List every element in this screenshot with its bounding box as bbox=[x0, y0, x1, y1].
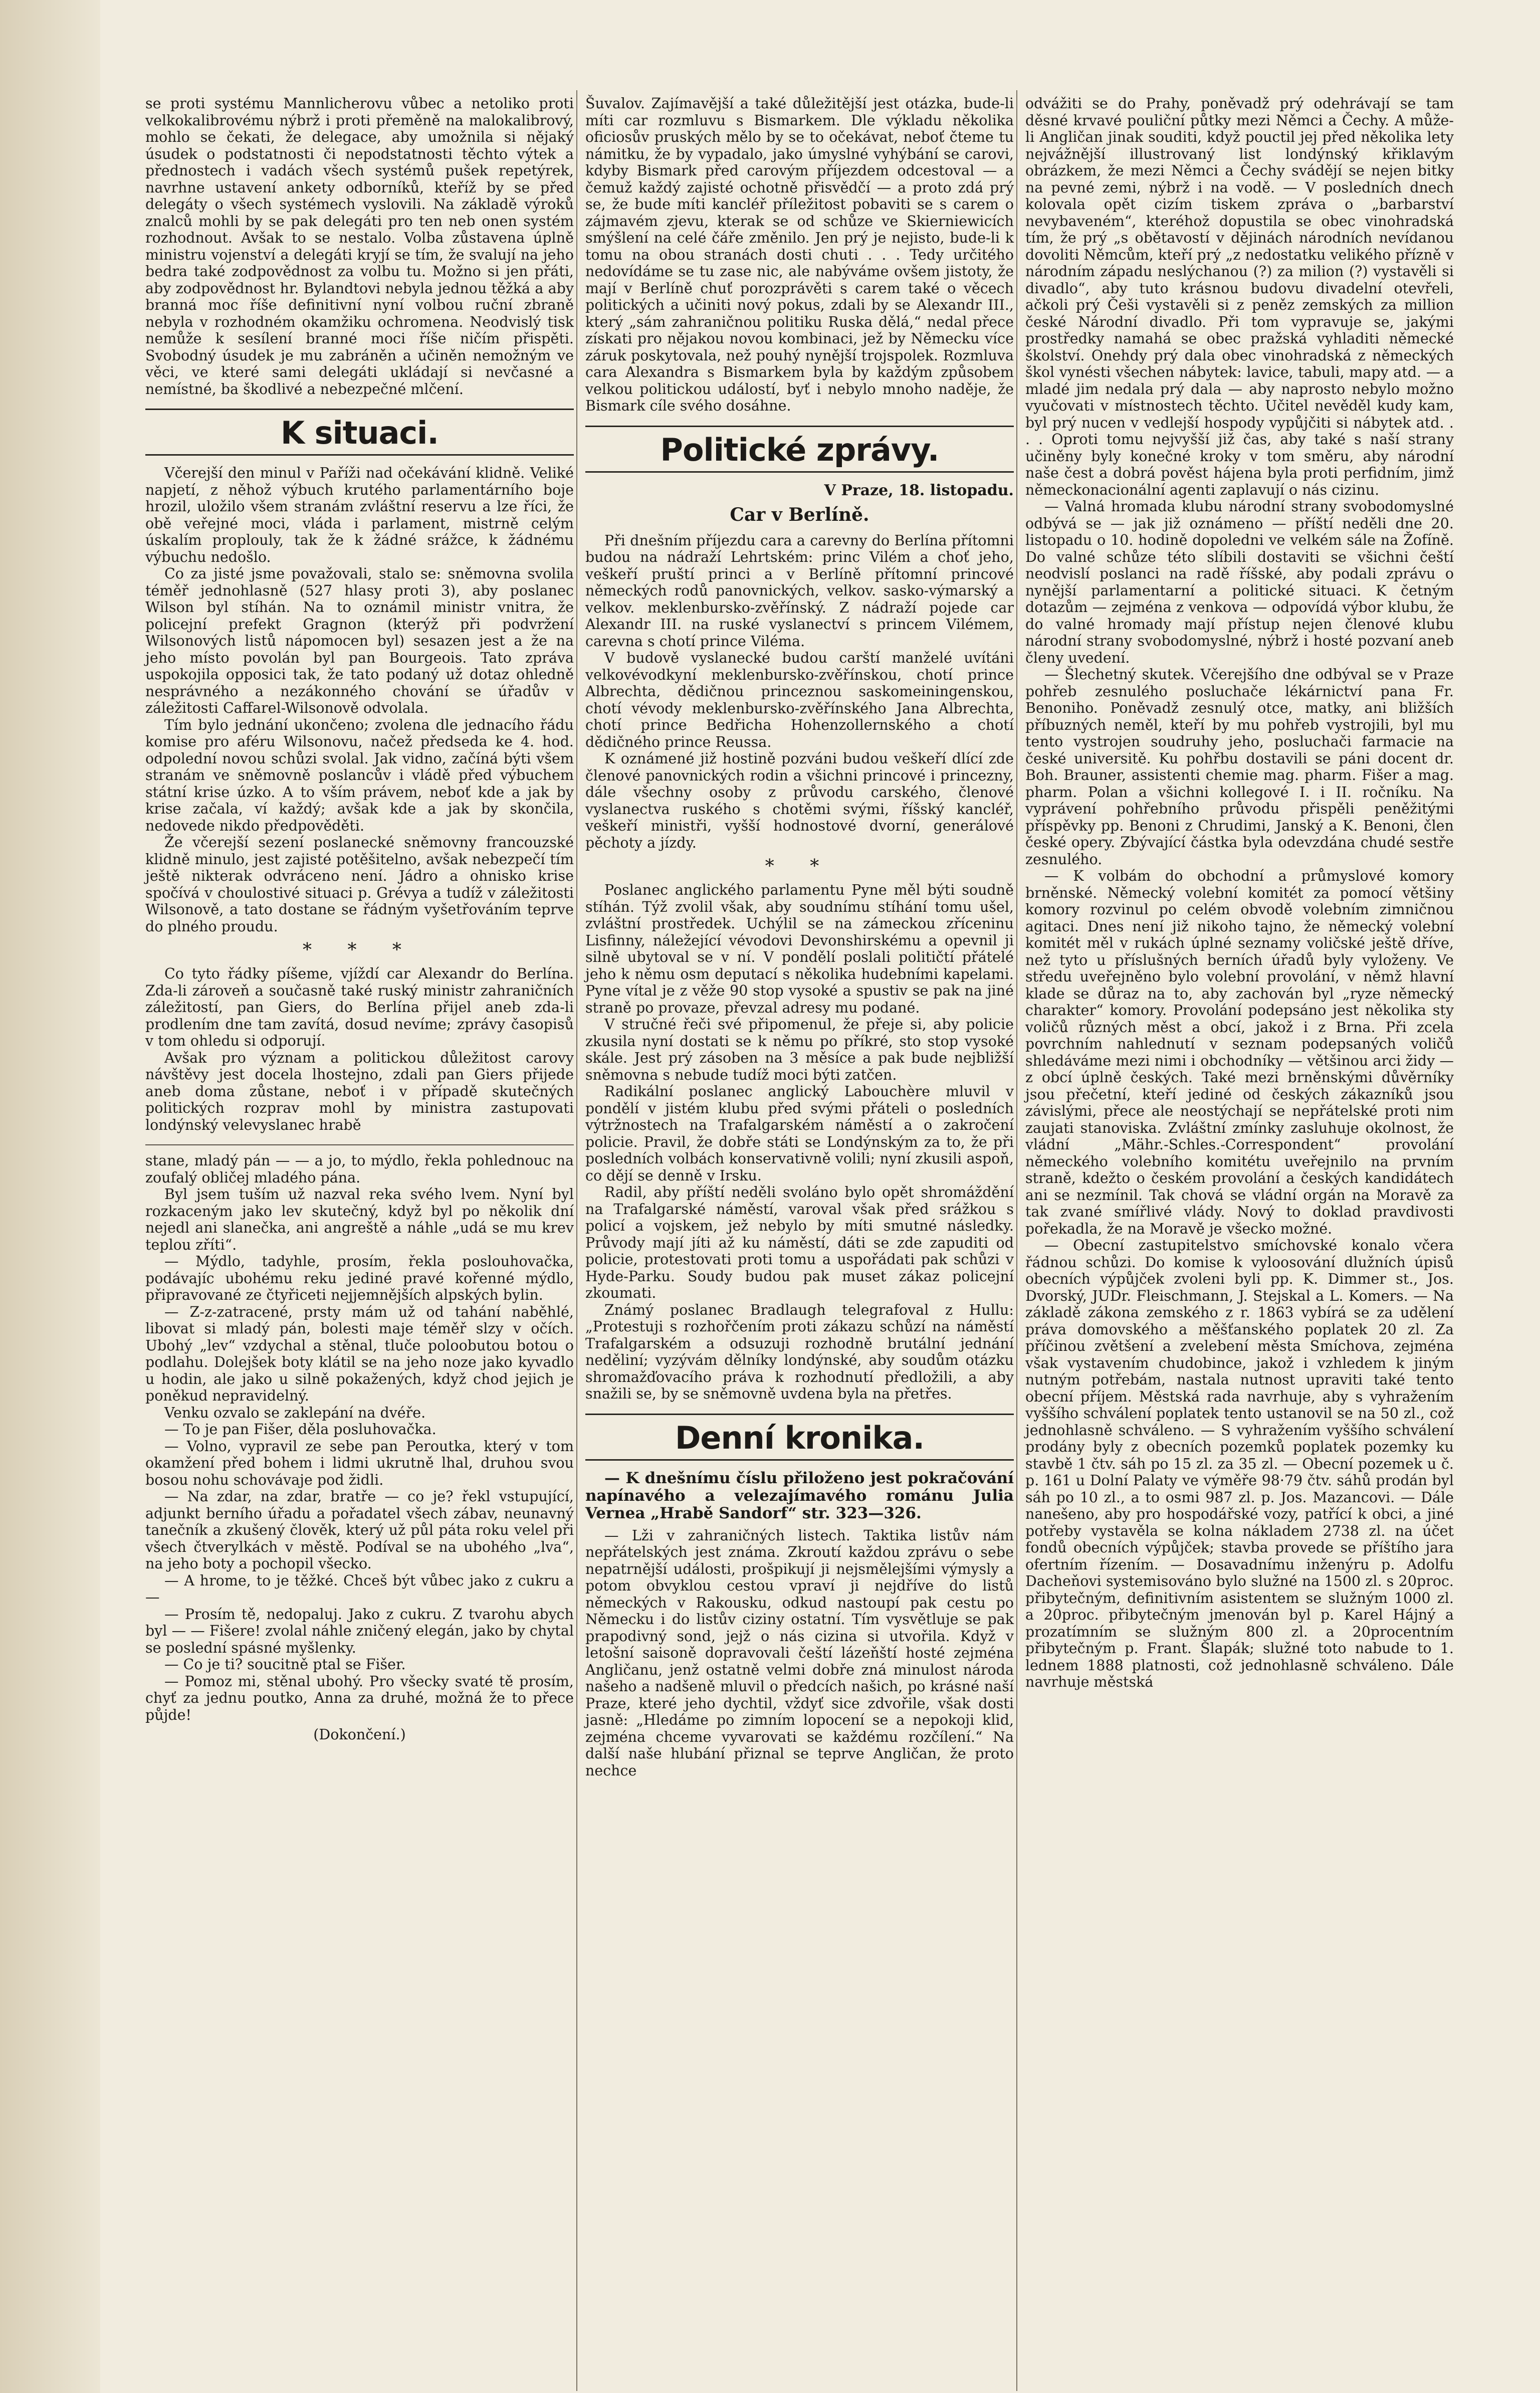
news-item: — Šlechetný skutek. Včerejšího dne odbýval se v Praze pohřeb zesnulého posluchače lékárnictví pana Fr. Benoniho. Poněvadž zesnulý otce, matky, ani bližších příbuzných neměl, kteří by mu pohřeb vystrojili, byl mu tento vystrojen soudruhy jeho, posluchači farmacie na české universitě. Ku pohřbu dostavili se páni docent dr. Boh. Brauner, assistenti chemie mag. pharm. Fišer a mag. pharm. Polan a všichni kollegové I. i II. ročníku. Na vyprávení pohřebního průvodu přispěli peněžitými příspěvky pp. Benoni z Chrudimi, Janský a K. Benoni, člen české opery. Zbývající částka byla odevzdána chudé sestře zesnulého. bbox=[1025, 666, 1454, 868]
feuilleton-paragraph: — Volno, vypravil ze sebe pan Peroutka, který v tom okamžení před bohem i lidmi ukrutně lhal, druhou svou bosou nohu schovávaje pod židli. bbox=[145, 1438, 574, 1488]
feuilleton-paragraph: stane, mladý pán — — a jo, to mýdlo, řekla pohlednouc na zoufalý obličej mladého pána. bbox=[145, 1152, 574, 1186]
article-paragraph: Co tyto řádky píšeme, vjíždí car Alexandr do Berlína. Zda-li zároveň a současně také ruský ministr zahraničních záležitostí, pan Giers, do Berlína přijel aneb zda-li prodlením dne tam zavítá, dosud nevíme; zprávy časopisů v tom ohledu si odporují. bbox=[145, 965, 574, 1049]
article-paragraph: Radil, aby příští neděli svoláno bylo opět shromáždění na Trafalgarské náměstí, varoval však před srážkou s policí a vojskem, jež nebylo by míti smutné následky. Průvody mají jíti až ku náměstí, dáti se zde zapuditi od policie, protestovati proti tomu a uspořádati pak schůzi v Hyde-Parku. Soudy budou pak muset zákaz policejní zkoumati. bbox=[585, 1184, 1014, 1301]
article-paragraph: — Lži v zahraničných listech. Taktika listův nám nepřátelských jest známa. Zkroutí každou zprávu o sebe nepatrnější události, prošpikují ji nejsmělejšími výmysly a potom obvyklou cestou vpraví ji nejdříve do listů německých v Rakousku, odkud nastoupí pak cestu po Německu i do listův ciziny ostatní. Tím vysvětluje se pak prapodivný sond, jejž o nás cizina si utvořila. Když v letošní saisoně dopravovali čeští lázeňští hosté zejména Angličanu, jenž ostatně velmi dobře zná minulost národa našeho a nadšeně mluvil o předcích našich, po krásné naší Praze, které jeho dychtil, vždyť sice zdvořile, však dosti jasně: „Hledáme po zimním lopocení se a nepokoji klid, zejména chceme vyvarovati se každému rozčílení.“ Na další naše hlubání přiznal se teprve Angličan, že proto nechce bbox=[585, 1527, 1014, 1779]
article-continuation: Šuvalov. Zajímavější a také důležitější jest otázka, bude-li míti car rozmluvu s Bismarkem. Dle výkladu několika oficiosův pruských mělo by se to očekávat, neboť čteme tu námitku, že by vypadalo, jako úmyslné vyhýbání se carovi, kdyby Bismark před carovým příjezdem odcestoval — a čemuž každý zajisté ochotně přisvědčí — a proto zdá prý se, že bude míti kancléř příležitost pobaviti se s carem o zájmavém zjevu, kterak se od schůze ve Skierniewicích smýšlení na celé čáře změnilo. Jen prý je nejisto, bude-li k tomu na obou stranách dosti chuti . . . Tedy určitého nedovídáme se tu zase nic, ale nabýváme ovšem jistoty, že mají v Berlíně chuť porozprávěti s carem také o věcech politických a učiniti nový pokus, zdali by se Alexandr III., který „sám zahraničnou politiku Ruska dělá,“ nedal přece získati pro nějakou novou kombinaci, jež by Německu více záruk poskytovala, než pouhý nynější trojspolek. Rozmluva cara Alexandra s Bismarkem byla by každým způsobem velkou politickou událostí, byť i nebylo mnoho naděje, že Bismark cíle svého dosáhne. bbox=[585, 95, 1014, 414]
article-paragraph: K oznámené již hostině pozváni budou veškeří dlící zde členové panovnických rodin a všichni princové i princezny, dále všechny osoby z průvodu carského, členové vyslanectva ruského s chotěmi svými, říšský kancléř, veškeří ministři, vyšší hodnostové dvorní, generálové pěchoty a jízdy. bbox=[585, 750, 1014, 851]
feuilleton-paragraph: — Z-z-zatracené, prsty mám už od tahání naběhlé, libovat si mladý pán, bolesti maje téměř slzy v očích. Ubohý „lev“ vzdychal a stěnal, tluče poloobutou botou o podlahu. Dolejšek boty klátil se na jeho noze jako kyvadlo u hodin, ale jako u silně pokažených, když chod jejich je poněkud nepravidelný. bbox=[145, 1303, 574, 1404]
article-paragraph: V budově vyslanecké budou carští manželé uvítáni velkovévodkyní meklenbursko-zvěřínskou, chotí prince Albrechta, dědičnou princeznou saskomeiningenskou, chotí vévody meklenbursko-zvěřínského Jana Albrechta, chotí prince Bedřicha Hohenzollernského a chotí dědičného prince Reussa. bbox=[585, 650, 1014, 750]
article-paragraph: Známý poslanec Bradlaugh telegrafoval z Hullu: „Protestuji s rozhořčením proti zákazu schůzí na náměstí Trafalgarském a odsuzuji rozhodně brutální jednání neděliní; vyzývám dělníky londýnské, aby soudům otázku shromažďovacího práva k rozhodnutí předložili, a aby snažili se, by se sněmovně uvdena byla na přetřes. bbox=[585, 1301, 1014, 1402]
article-paragraph: Tím bylo jednání ukončeno; zvolena dle jednacího řádu komise pro aféru Wilsonovu, načež předseda ke 4. hod. odpolední novou schůzi svolal. Jak vidno, začíná býti všem stranám ve sněmovně poslancův i vládě před výbuchem státní krise úzko. A to vším právem, neboť kde a jak by krise začala, ví každý; avšak kde a jak by skončila, nedovede nikdo předpověděti. bbox=[145, 716, 574, 834]
feuilleton-paragraph: — Na zdar, na zdar, bratře — co je? řekl vstupující, adjunkt berního úřadu a pořadatel všech zábav, neunavný tanečník a zkušený člověk, který už půl páta roku velel při všech čtverylkách v městě. Podíval se na ubohého „lva“, na jeho boty a pochopil všecko. bbox=[145, 1488, 574, 1572]
feuilleton-paragraph: — To je pan Fišer, děla posluhovačka. bbox=[164, 1421, 436, 1438]
column-2 bbox=[585, 95, 1014, 1779]
news-item: — Obecní zastupitelstvo smíchovské konalo včera řádnou schůzi. Do komise k vyloosování dlužních úpisů obecních výpůjček zvoleni byli pp. K. Dimmer st., Jos. Dvorský, JUDr. Fleischmann, J. Stejskal a L. Komers. — Na základě zákona zemského z r. 1863 vybírá se za udělení práva domovského a měšťanského poplatek 20 zl. Za příčinou zvětšení a zvelebení města Smíchova, zejména však vystavením chudobince, jakož i vzhledem k jiným nutným potřebám, nastala nutnost upraviti také tento obecní příjem. Městská rada navrhuje, aby s vyhražením vyššího schválení poplatek tento ustanovil se na 50 zl., což jednohlasně schváleno. — S vyhražením vyššího schválení prodány byly z obecních pozemků poplatek pozemky ku stavbě 1 čtv. sáh po 15 zl. za 35 zl. — Obecní pozemek u č. p. 161 u Dolní Palaty ve výměře 98·79 čtv. sáhů prodán byl sáh po 10 zl., a to osmi 987 zl. p. Jos. Mazancovi. — Dále nanešeno, aby pro hospodářské vozy, patřící k obci, a jiné potřeby vystavěla se kolna nákladem 2738 zl. na účet fondů obecních výpůjček; stavba provede se příštího jara ofertním řízením. — Dosavadnímu inženýru p. Adolfu Dacheňovi systemisováno bylo služné na 1500 zl. s 20proc. přibytečným, definitivním asistentem se služným 1000 zl. a 20proc. přibytečným jmenován byl p. Karel Hájný a prozatímním se služným 800 zl. a 20procentním přibytečným p. Frant. Šlapák; služné toto nabude to 1. lednem 1888 platnosti, což jednohlasně schváleno. Dále navrhuje městská bbox=[1025, 1237, 1454, 1690]
feuilleton-divider bbox=[145, 1144, 574, 1145]
feuilleton-paragraph: — Mýdlo, tadyhle, prosím, řekla poslouhovačka, podávajíc ubohému reku jediné pravé kořenné mýdlo, připravované ze čtyřiceti nejjemnějších alpských bylin. bbox=[145, 1253, 574, 1303]
feuilleton-paragraph: — Prosím tě, nedopaluj. Jako z cukru. Z tvarohu abych byl — — Fišere! zvolal náhle zničený elegán, jako by chytal se poslední spásné myšlenky. bbox=[145, 1606, 574, 1656]
news-item: — K volbám do obchodní a průmyslové komory brněnské. Německý volební komitét za pomocí většiny komory rozvinul po celém obvodě volebním zimničnou agitaci. Dnes není již nikoho tajno, že německý volební komitét měl v rukách úplné seznamy voličské ještě dříve, než tyto u příslušných berních úřadů byly vyloženy. Ve středu uveřejněno bylo volební provolání, v němž hlavní klade se důraz na to, aby zachován byl „ryze německý charakter“ komory. Provolání podepsáno jest několika sty voličů různých měst a obcí, jakož i z Brna. Při zcela povrchním nahlednutí v seznam podepsaných voličů shledáváme mezi nimi i obchodníky — většinou arci židy — z obcí úplně českých. Také mezi brněnskými důvěrníky jsou přečetní, kteří jediné od českých zákazníků jsou závislými, přece ale neostýchají se nepřátelské proti nim zaujati stanoviska. Zvláštní zmínky zasluhuje okolnost, že vládní „Mähr.-Schles.-Correspondent“ provolání německého volebního komitétu uveřejnilo na prvním straně, kdežto o českém provolání a českých kandidátech ani se nezmínil. Tak chová se vládní orgán na Moravě za tak zvané smířlivé vlády. Nový to doklad pravdivosti pořekadla, že na Moravě je všecko možné. bbox=[1025, 868, 1454, 1237]
article-paragraph: Včerejší den minul v Paříži nad očekávání klidně. Veliké napjetí, z něhož výbuch krutého parlamentárního boje hrozil, uložilo všem stranám zvláštní reservu a lze říci, že obě veřejné moci, vláda i parlament, mistrně celým úskalím proplouly, tak že k žádné srážce, k žádnému výbuchu nedošlo. bbox=[145, 465, 574, 565]
dateline: V Praze, 18. listopadu. bbox=[824, 481, 1014, 499]
section-heading-politicke bbox=[585, 426, 1014, 473]
article-paragraph: Avšak pro význam a politickou důležitost carovy návštěvy jest docela lhostejno, zdali pan Giers přijede aneb doma zůstane, neboť i v případě skutečných politických rozprav mohl by ministra zastupovati londýnský velevyslanec hrabě bbox=[145, 1049, 574, 1133]
column-1 bbox=[145, 95, 574, 1743]
news-item: — Valná hromada klubu národní strany svobodomyslné odbývá se — jak již oznámeno — příští neděli dne 20. listopadu o 10. hodině dopoledni ve velkém sále na Žofíně. Do valné schůze této slíbili dostaviti se všichni čeští neodvislí poslanci na radě říšské, aby podali zprávu o nynější parlamentarní a politické situaci. K četným dotazům — zejména z venkova — odpovídá výbor klubu, že do valné hromady mají přístup nejen členové klubu národní strany svobodomyslné, nýbrž i hosté pozvaní aneb členy uvedení. bbox=[1025, 498, 1454, 666]
section-title: Politické zprávy. bbox=[660, 431, 939, 468]
page-edge bbox=[0, 0, 100, 2393]
feuilleton-paragraph: — A hrome, to je těžké. Chceš být vůbec jako z cukru a — bbox=[145, 1572, 574, 1606]
article-paragraph: V stručné řeči své připomenul, že přeje si, aby policie zkusila nyní dostati se k němu po příkré, sto stop vysoké skále. Jest prý zásoben na 3 měsíce a pak bude nejbližší sněmovna s nebude tudíž moci býti zatčen. bbox=[585, 1016, 1014, 1083]
section-heading-situace bbox=[145, 409, 574, 456]
section-title: Denní kronika. bbox=[675, 1419, 925, 1456]
article-continuation: odvážiti se do Prahy, poněvadž prý odehrávají se tam děsné krvavé pouliční půtky mezi Němci a Čechy. A může-li Angličan jinak souditi, když pouctil jej před několika lety nejvážnější illustrovaný list londýnský křiklavým obrázkem, že mezi Němci a Čechy svádějí se nejen bitky na pevné zemi, nýbrž i na vodě. — V posledních dnech kolovala opět cizím tiskem zpráva o „barbarství nevybaveném“, kteréhož dopustila se obec vinohradská tím, že prý „s obětavostí v dějinách národních nevídanou dovoliti Němcům, kteří prý „z nedostatku velikého přízně v národním západu neslýchanou (?) za milion (?) vystavěli si divadlo“, aby tuto krásnou budovu divadelní otevřeli, ačkoli prý Češi vystavěli si z peněz zemských za million české Národní divadlo. Při tom vypravuje se, jakými prostředky namahá se obec pražská vyhladiti německé školství. Onehdy prý dala obec vinohradská z německých škol vynésti všechen nábytek: lavice, tabuli, mapy atd. — a mladé jim nedala prý dala — aby naprosto nebylo možno vyučovati v místnostech těchto. Učitel nevěděl kudy kam, byl prý nucen v vedlejší hospody vypůjčiti si nábytek atd. . . . Oproti tomu nejvyšší již čas, aby také s naší strany učiněny byly konečné kroky v tom směru, aby národní naše čest a dobrá pověst hájena byla proti perfidním, jimž německonacionální agenti zaplavují o nás cizinu. bbox=[1025, 95, 1454, 498]
feuilleton-paragraph: — Pomoz mi, stěnal ubohý. Pro všecky svaté tě prosím, chyť za jednu poutko, Anna za druhé, možná že to přece půjde! bbox=[145, 1673, 574, 1723]
section-separator-stars: * * * bbox=[303, 940, 416, 960]
column-rule-2 bbox=[1016, 90, 1017, 2391]
supplement-notice: — K dnešnímu číslu přiloženo jest pokračování napínavého a velezajímavého románu Julia Vernea „Hrabě Sandorf“ str. 323—326. bbox=[585, 1469, 1014, 1522]
column-rule-1 bbox=[576, 90, 577, 2391]
continued-note: (Dokončení.) bbox=[313, 1726, 406, 1743]
article-paragraph: Poslanec anglického parlamentu Pyne měl býti soudně stíhán. Týž zvolil však, aby soudnímu stíhání tomu ušel, zvláštní prostředek. Uchýlil se na zámeckou zříceninu Lisfinny, náležející vévodovi Devonshirskému a opevnil ji silně ubytoval se v ní. V pondělí poslali političtí přátelé jeho k němu osm deputací s několika hudebními kapelami. Pyne vítal je z věže 90 stop vysoké a spustiv se pak na jiné straně po provaze, převzal adresy mu podané. bbox=[585, 882, 1014, 1016]
section-separator-stars: * * bbox=[765, 856, 834, 877]
column-3 bbox=[1025, 95, 1454, 1691]
feuilleton-paragraph: — Co je ti? soucitně ptal se Fišer. bbox=[164, 1656, 406, 1673]
article-paragraph: Při dnešním příjezdu cara a carevny do Berlína přítomni budou na nádraží Lehrtském: princ Vilém a choť jeho, veškeří pruští princi a v Berlíně přítomní princové německých rodů panovnických, velkov. sasko-výmarský a velkov. meklenbursko-zvěřínský. Z nádraží pojede car Alexandr III. na ruské vyslanectví s princem Vilémem, carevna s chotí prince Viléma. bbox=[585, 532, 1014, 650]
section-title: K situaci. bbox=[281, 415, 438, 451]
article-continuation: se proti systému Mannlicherovu vůbec a netoliko proti velkokalibrovému nýbrž i proti přeměně na malokalibrový, mohlo se čekati, že delegace, aby umožnila si nějaký úsudek o podstatnosti či nepodstatnosti těchto výtek a přednostech i vadách všech systémů pušek repetýrek, navrhne ustavení ankety odborníků, kteříž by se před delegáty o všech systémech vyslovili. Na základě výroků znalců mohli by se pak delegáti pro ten neb onen systém rozhodnout. Avšak to se nestalo. Volba zůstavena úplně ministru vojenství a delegáti kryjí se tím, že svalují na jeho bedra také zodpovědnost za volbu tu. Možno si jen přáti, aby zodpovědnost hr. Bylandtovi nebyla jednou těžká a aby branná moc říše definitivní nyní volbou ruční zbraně nebyla v rozhodném okamžiku ochromena. Neodvislý tisk nemůže k sesílení branné moci říše ničím přispěti. Svobodný úsudek je mu zabráněn a učiněn nemožným ve věci, ve které sami delegáti ukládají si nevčasné a nemístné, ba škodlivé a nebezpečné mlčení. bbox=[145, 95, 574, 397]
section-heading-kronika bbox=[585, 1414, 1014, 1461]
feuilleton-paragraph: Byl jsem tuším už nazval reka svého lvem. Nyní byl rozkaceným jako lev skutečný, když byl po několik dní nejedl ani slanečka, ani angreště a náhle „udá se mu krev teplou zříti“. bbox=[145, 1186, 574, 1253]
article-paragraph: Co za jisté jsme považovali, stalo se: sněmovna svolila téměř jednohlasně (527 hlasy proti 3), aby poslanec Wilson byl stíhán. Na to oznámil ministr vnitra, že policejní prefekt Gragnon (kterýž při podvržení Wilsonových listů nápomocen byl) sesazen jest a že na jeho místo povolán byl pan Bourgeois. Tato zpráva uspokojila opposici tak, že tato podaný už dotaz ohledně nesprávného a nezákonného chování se úřadův v záležitosti Caffarel-Wilsonově odvolala. bbox=[145, 565, 574, 716]
feuilleton-paragraph: Venku ozvalo se zaklepání na dvéře. bbox=[164, 1404, 426, 1421]
article-paragraph: Radikální poslanec anglický Labouchère mluvil v pondělí v jistém klubu před svými přáteli o posledních výtržnostech na Trafalgarském náměstí a o zakročení policie. Pravil, že dobře státi se Londýnským za to, že při posledních volbách konservativně volili; nyní zkusili aspoň, co dějí se denně v Irsku. bbox=[585, 1083, 1014, 1184]
article-subheading: Car v Berlíně. bbox=[730, 504, 869, 525]
article-paragraph: Že včerejší sezení poslanecké sněmovny francouzské klidně minulo, jest zajisté potěšitelno, avšak nebezpečí tím ještě nikterak odvráceno není. Jádro a ohnisko krise spočívá v choulostivé situaci p. Grévya a tudíž v záležitosti Wilsonově, a tato dostane se řádným vyšetřováním teprve do plného proudu. bbox=[145, 834, 574, 935]
